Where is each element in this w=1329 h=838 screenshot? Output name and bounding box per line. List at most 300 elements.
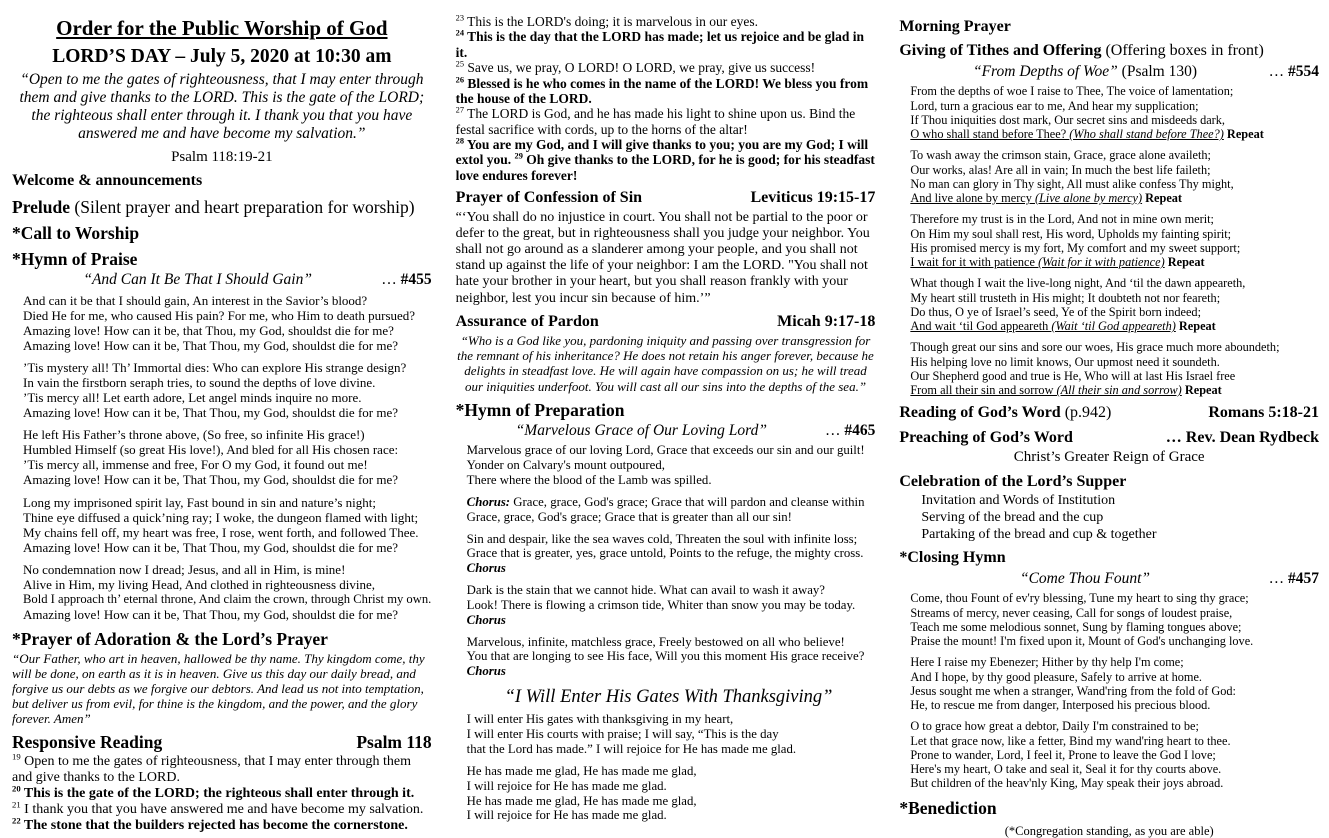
page-title: Order for the Public Worship of God xyxy=(56,16,388,40)
hymn-line xyxy=(910,148,1319,162)
text-segment: Micah 9:17-18 xyxy=(777,312,876,330)
hymn-line xyxy=(910,670,1319,684)
hymn-stanza xyxy=(899,340,1319,397)
hymn-line xyxy=(467,510,876,525)
text-segment: And live alone by mercy xyxy=(910,191,1035,206)
text-segment: I wait for it with patience xyxy=(910,255,1039,270)
section-heading-label xyxy=(456,400,625,420)
hymn-line xyxy=(23,375,432,390)
section-tithes-offering xyxy=(899,42,1319,60)
text-segment: Blessed is he who comes in the name of the LORD! We bless you from the house of the LORD. xyxy=(455,75,869,106)
text-segment: (p.942) xyxy=(1060,404,1112,422)
hymn-stanza xyxy=(899,212,1319,269)
text-segment: He has made me glad, He has made me glad, xyxy=(466,793,697,808)
hymn-line xyxy=(910,191,1319,205)
text-segment: If Thou iniquities dost mark, Our secret sins and misdeeds dark, xyxy=(910,112,1225,127)
hymn-line xyxy=(910,591,1319,605)
text-segment: Assurance of Pardon xyxy=(455,312,599,330)
text-segment: Our Shepherd good and true is He, Who will at last His Israel free xyxy=(910,368,1236,383)
verse-number: 26 xyxy=(455,75,465,84)
text-segment: “Come Thou Fount” xyxy=(1019,569,1151,587)
text-segment: Morning Prayer xyxy=(899,18,1011,35)
text-segment: “Marvelous Grace of Our Loving Lord” xyxy=(515,421,767,439)
hymn-stanza xyxy=(456,635,876,680)
hymn-line xyxy=(910,319,1319,333)
text-segment: To wash away the crimson stain, Grace, grace alone availeth; xyxy=(910,148,1211,163)
text-segment: Preaching of God’s Word xyxy=(899,428,1073,446)
text-segment: Psalm 118 xyxy=(356,732,432,753)
text-segment: … xyxy=(824,421,845,439)
hymn-line xyxy=(910,241,1319,255)
section-responsive-reading xyxy=(12,732,432,752)
text-segment: “And Can It Be That I Should Gain” xyxy=(83,271,312,289)
section-morning-prayer xyxy=(899,18,1319,36)
text-segment: Repeat xyxy=(1164,255,1205,270)
text-segment: You that are longing to see His face, Will you this moment His grace receive? xyxy=(466,649,865,664)
text-segment: Chorus xyxy=(466,664,506,679)
scripture-verse xyxy=(456,76,876,107)
text-segment: #465 xyxy=(844,421,876,439)
hymn-line xyxy=(467,532,876,547)
text-segment: Repeat xyxy=(1142,191,1183,206)
text-segment: Therefore my trust is in the Lord, And not in mine own merit; xyxy=(910,212,1214,227)
sermon-title: Christ’s Greater Reign of Grace xyxy=(1013,449,1205,466)
text-segment: O who shall stand before Thee? xyxy=(910,127,1070,142)
text-segment: This is the LORD's doing; it is marvelous in our eyes. xyxy=(464,14,758,29)
text-segment: *Closing Hymn xyxy=(899,549,1006,567)
service-datetime: LORD’S DAY – July 5, 2020 at 10:30 am xyxy=(52,46,392,67)
text-segment: Yonder on Calvary's mount outpoured, xyxy=(466,458,665,473)
text-segment: … xyxy=(381,271,401,289)
hymn-line xyxy=(23,323,432,338)
hymn-line xyxy=(910,305,1319,319)
text-segment: Repeat xyxy=(1223,127,1264,142)
hymn-line xyxy=(23,338,432,353)
hymn-line xyxy=(467,742,876,757)
hymn-stanza xyxy=(899,591,1319,648)
hymn-line xyxy=(467,712,876,727)
lords-prayer-text: “Our Father, who art in heaven, hallowed be thy name. Thy kingdom come, thy will be done, on earth as it is in heaven. Give us this day our daily bread, and forgive us our debts as we forgive our debtors. And lead us not into temptation, but deliver us from evil, for thine is the kingdom, and the power, and the glory forever. Amen” xyxy=(12,650,425,727)
hymn-line xyxy=(910,84,1319,98)
text-segment: Our works, alas! Are all in vain; In much the best life faileth; xyxy=(910,162,1211,177)
text-segment: Sin and despair, like the sea waves cold, Threaten the soul with infinite loss; xyxy=(466,531,858,546)
text-segment: (All their sin and sorrow) xyxy=(1056,383,1182,398)
text-segment: No man can glory in Thy sight, All must alike confess Thy might, xyxy=(910,176,1234,191)
text-segment: Teach me some melodious sonnet, Sung by flaming tongues above; xyxy=(910,619,1242,634)
text-segment: Though great our sins and sore our woes, His grace much more aboundeth; xyxy=(910,340,1280,355)
hymn-number xyxy=(1265,63,1319,82)
text-segment: He has made me glad, He has made me glad, xyxy=(466,763,697,778)
hymn-line xyxy=(23,540,432,555)
section-heading-reference xyxy=(771,313,875,331)
hymn-line xyxy=(23,472,432,487)
text-segment: Grace that is greater, yes, grace untold, Points to the refuge, the mighty cross. xyxy=(466,546,864,561)
text-segment: I will rejoice for He has made me glad. xyxy=(466,778,667,793)
hymn-line xyxy=(467,495,876,510)
text-segment: Died He for me, who caused His pain? For me, who Him to death pursued? xyxy=(23,307,416,323)
pardon-scripture-text: “Who is a God like you, pardoning iniquity and passing over transgression for the remnant of his inheritance? He does not retain his anger forever, because he delights in steadfast love. He will again have compassion on us; he will tread our iniquities underfoot. You will cast all our sins into the depths of the sea.” xyxy=(457,333,874,394)
epigraph: “Open to me the gates of righteousness, that I may enter through them and give thanks to the LORD. This is the gate of the LORD; the righteous shall enter through it. I thank you that you have answered me and have become my salvation.” xyxy=(19,71,425,142)
hymn-line xyxy=(910,762,1319,776)
scripture-verse xyxy=(12,783,432,802)
text-segment: (Who shall stand before Thee?) xyxy=(1069,127,1224,142)
section-prelude xyxy=(12,197,432,217)
hymn-line xyxy=(910,655,1319,669)
hymn-line xyxy=(910,163,1319,177)
section-heading-label xyxy=(899,42,1263,60)
text-segment: Invitation and Words of Institution xyxy=(921,492,1116,508)
text-segment: (Wait for it with patience) xyxy=(1038,255,1165,270)
hymn-stanza xyxy=(456,583,876,628)
text-segment: that the Lord has made.” I will rejoice for He has made me glad. xyxy=(466,742,797,757)
hymn-line xyxy=(910,340,1319,354)
hymn-stanza xyxy=(12,562,432,622)
text-segment: *Hymn of Praise xyxy=(12,248,138,269)
scripture-verse xyxy=(456,14,876,29)
text-segment: Oh give thanks to the LORD, for he is good; for his steadfast love endures forever! xyxy=(455,152,875,183)
confession-scripture-text: “‘You shall do no injustice in court. You shall not be partial to the poor or defer to the great, but in righteousness shall you judge your neighbor. You shall not go around as a slanderer among your people, and you shall not stand up against the life of your neighbor: I am the LORD. "You shall not hate your brother in your heart, but you shall reason frankly with your neighbor, lest you incur sin because of him.’” xyxy=(455,209,870,306)
text-segment: “From Depths of Woe” xyxy=(972,62,1118,80)
text-segment: (Psalm 130) xyxy=(1117,62,1198,80)
text-segment: (Silent prayer and heart preparation for worship) xyxy=(70,196,415,217)
scripture-verse xyxy=(456,29,876,60)
verse-number: 28 xyxy=(455,136,465,146)
hymn-line xyxy=(23,442,432,457)
text-segment: Amazing love! How can it be, That Thou, my God, shouldst die for me? xyxy=(23,539,399,555)
text-segment: … xyxy=(1268,62,1289,80)
text-segment: Prayer of Confession of Sin xyxy=(455,189,643,207)
text-segment: Amazing love! How can it be, That Thou, my God, shouldst die for me? xyxy=(23,405,399,421)
hymn-line xyxy=(910,255,1319,269)
hymn-title-text xyxy=(18,271,377,290)
hymn-line xyxy=(467,764,876,779)
text-segment: Lord, turn a gracious ear to me, And hear my supplication; xyxy=(910,98,1199,113)
text-segment: #554 xyxy=(1288,62,1320,80)
epigraph-reference: Psalm 118:19-21 xyxy=(171,148,273,165)
text-segment: This is the gate of the LORD; the righteous shall enter through it. xyxy=(20,786,415,802)
hymn-line xyxy=(910,719,1319,733)
section-call-to-worship xyxy=(12,223,432,243)
hymn-number xyxy=(377,271,431,290)
hymn-line xyxy=(23,495,432,510)
hymn-line xyxy=(910,113,1319,127)
verse-number: 23 xyxy=(455,13,465,23)
text-segment: Repeat xyxy=(1181,383,1222,398)
hymn-stanza xyxy=(456,712,876,757)
hymn-line xyxy=(910,383,1319,397)
verse-number: 29 xyxy=(514,151,523,161)
column-3 xyxy=(899,8,1320,838)
text-segment: … Rev. Dean Rydbeck xyxy=(1165,428,1320,446)
text-segment: Streams of mercy, never ceasing, Call for songs of loudest praise, xyxy=(910,605,1233,620)
hymn-line xyxy=(910,684,1319,698)
text-segment: Partaking of the bread and cup & together xyxy=(921,526,1157,542)
section-heading-label xyxy=(12,197,415,217)
scripture-verse xyxy=(456,60,876,75)
section-prayer-of-confession xyxy=(456,189,876,207)
section-heading-label xyxy=(12,172,202,190)
scripture-verse xyxy=(12,799,432,818)
hymn-line xyxy=(910,355,1319,369)
scripture-passage xyxy=(456,14,876,183)
hymn-line xyxy=(23,577,432,592)
text-segment: But children of the heav'nly King, May speak their joys abroad. xyxy=(910,776,1224,791)
text-segment: Celebration of the Lord’s Supper xyxy=(899,472,1127,490)
lords-supper-items xyxy=(899,493,1319,543)
verse-number: 24 xyxy=(455,28,465,38)
text-segment: Giving of Tithes and Offering xyxy=(899,42,1102,60)
hymn-stanza xyxy=(456,443,876,488)
hymn-line xyxy=(23,457,432,472)
hymn-stanza xyxy=(899,148,1319,205)
section-heading-label xyxy=(899,429,1073,447)
hymn-line xyxy=(23,592,432,607)
hymn-line xyxy=(467,473,876,488)
hymn-line xyxy=(23,607,432,622)
text-segment: No condemnation now I dread; Jesus, and all in Him, is mine! xyxy=(23,561,346,577)
text-segment: Humbled Himself (so great His love!), And bled for all His chosen race: xyxy=(23,442,399,458)
verse-number: 22 xyxy=(12,815,21,826)
text-segment: Thine eye diffused a quick’ning ray; I woke, the dungeon flamed with light; xyxy=(23,509,419,525)
hymn-number xyxy=(1265,570,1319,589)
text-segment: Romans 5:18-21 xyxy=(1208,404,1320,422)
section-hymn-of-preparation xyxy=(456,400,876,420)
hymn-line xyxy=(467,443,876,458)
hymn-line xyxy=(23,510,432,525)
hymn-line xyxy=(910,369,1319,383)
text-segment: I will enter His gates with thanksgiving in my heart, xyxy=(466,712,734,727)
text-segment: And I hope, by thy good pleasure, Safely to arrive at home. xyxy=(910,669,1202,684)
hymn-line xyxy=(910,776,1319,790)
text-segment: O to grace how great a debtor, Daily I'm constrained to be; xyxy=(910,719,1199,734)
hymn-line xyxy=(921,510,1319,527)
section-hymn-of-praise xyxy=(12,249,432,269)
text-segment: And can it be that I should gain, An interest in the Savior’s blood? xyxy=(23,292,368,308)
section-heading-label xyxy=(899,473,1126,491)
verse-number: 25 xyxy=(455,59,465,69)
hymn-stanza xyxy=(456,764,876,823)
verse-number: 19 xyxy=(12,751,21,762)
text-segment: Chorus xyxy=(466,612,506,627)
text-segment: Chorus xyxy=(466,561,506,576)
hymn-stanza xyxy=(456,532,876,577)
text-segment: Leviticus 19:15-17 xyxy=(750,189,876,207)
section-heading-label xyxy=(456,313,599,331)
hymn-line xyxy=(910,127,1319,141)
scripture-verse xyxy=(12,751,432,786)
scripture-verse xyxy=(456,106,876,137)
hymn-line xyxy=(23,427,432,442)
hymn-line xyxy=(910,634,1319,648)
hymn-line xyxy=(467,598,876,613)
text-segment: *Hymn of Preparation xyxy=(455,399,625,420)
text-segment: Amazing love! How can it be, That Thou, my God, shouldst die for me? xyxy=(23,337,399,353)
text-segment: On Him my soul shall rest, His word, Upholds my fainting spirit; xyxy=(910,226,1232,241)
hymn-stanza xyxy=(899,84,1319,141)
hymn-line xyxy=(467,546,876,561)
hymn-line xyxy=(467,779,876,794)
section-heading-label xyxy=(899,798,996,818)
hymn-line xyxy=(467,808,876,823)
hymn-title-465 xyxy=(456,422,876,441)
section-heading-label xyxy=(899,18,1011,36)
hymn-line xyxy=(467,613,876,628)
text-segment: Praise the mount! I'm fixed upon it, Mount of God's unchanging love. xyxy=(910,634,1254,649)
text-segment: Amazing love! How can it be, That Thou, my God, shouldst die for me? xyxy=(23,472,399,488)
text-segment: Repeat xyxy=(1175,319,1216,334)
text-segment: Let that grace now, like a fetter, Bind my wand'ring heart to thee. xyxy=(910,733,1231,748)
text-segment: Do thus, O ye of Israel’s seed, Ye of the Spirit born indeed; xyxy=(910,304,1201,319)
text-segment: There where the blood of the Lamb was spilled. xyxy=(466,473,712,488)
section-welcome xyxy=(12,172,432,190)
text-segment: What though I wait the live-long night, And ‘til the dawn appeareth, xyxy=(910,276,1246,291)
text-segment: Look! There is flowing a crimson tide, Whiter than snow you may be today. xyxy=(466,597,856,612)
text-segment: Prelude xyxy=(12,196,71,217)
section-heading-label xyxy=(899,404,1111,422)
hymn-line xyxy=(910,227,1319,241)
hymn-line xyxy=(23,293,432,308)
hymn-line xyxy=(23,405,432,420)
text-segment: My chains fell off, my heart was free, I rose, went forth, and followed Thee. xyxy=(23,524,419,540)
section-heading-reference xyxy=(1202,404,1319,422)
text-segment: The LORD is God, and he has made his light to shine upon us. Bind the festal sacrifice with cords, up to the horns of the altar! xyxy=(455,106,856,137)
section-prayer-of-adoration xyxy=(12,629,432,649)
hymn-line xyxy=(23,562,432,577)
hymn-line xyxy=(467,635,876,650)
scripture-passage xyxy=(12,751,432,834)
text-segment: And wait ‘til God appeareth xyxy=(910,319,1052,334)
text-segment: His promised mercy is my fort, My comfort and my sweet support; xyxy=(910,240,1241,255)
hymn-stanza xyxy=(12,427,432,487)
section-lords-supper xyxy=(899,473,1319,491)
text-segment: Grace, grace, God's grace; Grace that will pardon and cleanse within xyxy=(510,494,865,509)
standing-note: (*Congregation standing, as you are able) xyxy=(1004,823,1214,838)
hymn-stanza xyxy=(12,495,432,555)
hymn-stanza xyxy=(899,719,1319,790)
section-reading-gods-word xyxy=(899,404,1319,422)
hymn-title-text xyxy=(462,422,821,441)
section-closing-hymn xyxy=(899,549,1319,567)
text-segment: Prone to wander, Lord, I feel it, Prone to leave the God I love; xyxy=(910,747,1216,762)
hymn-line xyxy=(910,620,1319,634)
hymn-line xyxy=(23,525,432,540)
text-segment: Marvelous, infinite, matchless grace, Freely bestowed on all who believe! xyxy=(466,634,845,649)
hymn-title-457 xyxy=(899,570,1319,589)
hymn-line xyxy=(910,748,1319,762)
text-segment: Bold I approach th’ eternal throne, And claim the crown, through Christ my own. xyxy=(23,592,432,607)
section-preaching-gods-word xyxy=(899,429,1319,447)
hymn-line xyxy=(467,649,876,664)
hymn-line xyxy=(910,698,1319,712)
hymn-stanza xyxy=(899,276,1319,333)
hymn-title-554 xyxy=(899,63,1319,82)
hymn-line xyxy=(910,99,1319,113)
text-segment: I will rejoice for He has made me glad. xyxy=(466,808,667,823)
hymn-line xyxy=(467,458,876,473)
column-1 xyxy=(12,8,432,834)
text-segment: Save us, we pray, O LORD! O LORD, we pray, give us success! xyxy=(464,60,816,76)
section-heading-reference xyxy=(1160,429,1319,447)
section-benediction xyxy=(899,798,1319,818)
text-segment: This is the day that the LORD has made; let us rejoice and be glad in it. xyxy=(455,29,865,60)
text-segment: Open to me the gates of righteousness, that I may enter through them and give thanks to the LORD. xyxy=(12,754,412,786)
text-segment: Marvelous grace of our loving Lord, Grace that exceeds our sin and our guilt! xyxy=(466,443,865,458)
text-segment: *Call to Worship xyxy=(12,222,140,243)
verse-number: 20 xyxy=(12,783,21,794)
hymn-title-enter-his-gates xyxy=(456,686,876,708)
text-segment: He, to rescue me from danger, Interposed his precious blood. xyxy=(910,698,1211,713)
text-segment: The stone that the builders rejected has become the cornerstone. xyxy=(20,818,408,834)
text-segment: You are my God, and I will give thanks to you; you are my God; I will extol you. xyxy=(455,137,869,168)
hymn-line xyxy=(910,606,1319,620)
text-segment: ’Tis mercy all, immense and free, For O my God, it found out me! xyxy=(23,457,368,473)
text-segment: Responsive Reading xyxy=(12,732,163,753)
text-segment: In vain the firstborn seraph tries, to sound the depths of love divine. xyxy=(23,375,376,391)
text-segment: Welcome & announcements xyxy=(12,172,203,190)
text-segment: Long my imprisoned spirit lay, Fast bound in sin and nature’s night; xyxy=(23,494,377,510)
section-heading-label xyxy=(899,549,1005,567)
hymn-title-text xyxy=(462,686,876,708)
hymn-stanza xyxy=(12,360,432,420)
hymn-line xyxy=(467,727,876,742)
hymn-line xyxy=(23,308,432,323)
section-heading-label xyxy=(12,249,137,269)
section-heading-label xyxy=(12,223,139,243)
text-segment: (Offering boxes in front) xyxy=(1101,42,1264,60)
hymn-line xyxy=(467,583,876,598)
text-segment: Alive in Him, my living Head, And clothed in righteousness divine, xyxy=(23,576,376,592)
hymn-line xyxy=(910,291,1319,305)
text-segment: His helping love no limit knows, Our upmost need it soundeth. xyxy=(910,354,1220,369)
hymn-line xyxy=(23,360,432,375)
text-segment: Amazing love! How can it be, that Thou, my God, shouldst die for me? xyxy=(23,322,394,338)
text-segment: Chorus: xyxy=(466,494,511,509)
hymn-line xyxy=(23,390,432,405)
text-segment: My heart still trusteth in His might; It doubteth not nor feareth; xyxy=(910,290,1221,305)
text-segment: Here I raise my Ebenezer; Hither by thy help I'm come; xyxy=(910,655,1184,670)
section-heading-label xyxy=(12,732,162,752)
text-segment: Amazing love! How can it be, That Thou, my God, shouldst die for me? xyxy=(23,606,399,622)
text-segment: I will enter His courts with praise; I will say, “This is the day xyxy=(466,727,779,742)
text-segment: *Benediction xyxy=(899,797,997,818)
text-segment: Here's my heart, O take and seal it, Seal it for thy courts above. xyxy=(910,762,1222,777)
verse-number: 21 xyxy=(12,799,21,810)
hymn-number xyxy=(821,422,875,441)
hymn-line xyxy=(910,212,1319,226)
text-segment: Come, thou Fount of ev'ry blessing, Tune my heart to sing thy grace; xyxy=(910,591,1249,606)
hymn-line xyxy=(467,794,876,809)
hymn-line xyxy=(921,527,1319,544)
section-heading-reference xyxy=(350,732,431,752)
text-segment: *Prayer of Adoration & the Lord’s Prayer xyxy=(12,628,328,649)
text-segment: Reading of God’s Word xyxy=(899,404,1061,422)
text-segment: Jesus sought me when a stranger, Wand'ring from the fold of God: xyxy=(910,683,1236,698)
text-segment: Grace, grace, God's grace; Grace that is greater than all our sin! xyxy=(466,509,792,524)
hymn-stanza xyxy=(12,293,432,353)
hymn-title-text xyxy=(905,570,1264,589)
hymn-line xyxy=(910,276,1319,290)
text-segment: (Wait ‘til God appeareth) xyxy=(1051,319,1176,334)
hymn-line xyxy=(910,177,1319,191)
scripture-verse xyxy=(456,137,876,183)
hymn-line xyxy=(467,561,876,576)
hymn-stanza xyxy=(899,655,1319,712)
section-heading-label xyxy=(12,629,328,649)
hymn-line xyxy=(910,734,1319,748)
text-segment: I thank you that you have answered me and have become my salvation. xyxy=(20,802,424,818)
text-segment: Dark is the stain that we cannot hide. What can avail to wash it away? xyxy=(466,583,825,598)
text-segment: (Live alone by mercy) xyxy=(1034,191,1143,206)
